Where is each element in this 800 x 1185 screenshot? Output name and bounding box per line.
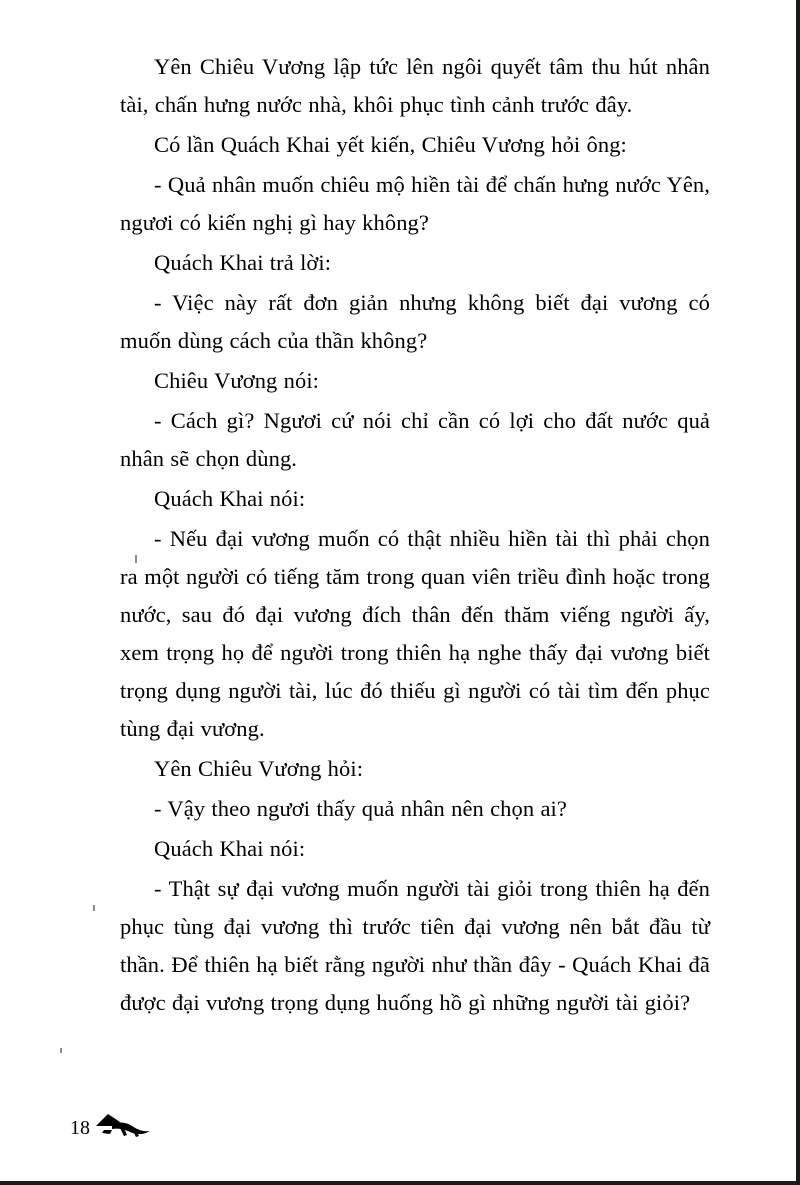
paragraph: - Cách gì? Ngươi cứ nói chỉ cần có lợi cho đất nước quả nhân sẽ chọn dùng.	[120, 408, 710, 471]
scan-speck	[60, 1048, 62, 1053]
page-footer	[70, 1105, 370, 1145]
page-edge-shadow	[0, 1181, 800, 1185]
page-edge-shadow	[796, 0, 800, 1185]
paragraph: - Việc này rất đơn giản nhưng không biết đại vương có muốn dùng cách của thần không?	[120, 290, 710, 353]
page-number: 18	[70, 1117, 90, 1139]
paragraph: Quách Khai trả lời:	[154, 250, 332, 275]
scan-speck	[93, 905, 95, 911]
paragraph: Chiêu Vương nói:	[154, 368, 320, 393]
paragraph: Yên Chiêu Vương lập tức lên ngôi quyết tâm thu hút nhân tài, chấn hưng nước nhà, khôi phục tình cảnh trước đây.	[120, 54, 710, 117]
body-text	[120, 48, 710, 1024]
paragraph: Yên Chiêu Vương hỏi:	[154, 756, 364, 781]
paragraph: Quách Khai nói:	[154, 836, 306, 861]
paragraph: - Nếu đại vương muốn có thật nhiều hiền tài thì phải chọn ra một người có tiếng tăm trong quan viên triều đình hoặc trong nước, sau đó đại vương đích thân đến thăm viếng người ấy, xem trọng họ để người trong thiên hạ nghe thấy đại vương biết trọng dụng người tài, lúc đó thiếu gì người có tài tìm đến phục tùng đại vương.	[120, 526, 710, 741]
paragraph: Có lần Quách Khai yết kiến, Chiêu Vương hỏi ông:	[154, 132, 627, 157]
paragraph: Quách Khai nói:	[154, 486, 306, 511]
paragraph: - Quả nhân muốn chiêu mộ hiền tài để chấn hưng nước Yên, ngươi có kiến nghị gì hay không?	[120, 172, 710, 235]
horse-rider-flourish-icon	[94, 1112, 152, 1138]
paragraph: - Vậy theo ngươi thấy quả nhân nên chọn ai?	[154, 796, 567, 821]
paragraph: - Thật sự đại vương muốn người tài giỏi trong thiên hạ đến phục tùng đại vương thì trước tiên đại vương nên bắt đầu từ thần. Để thiên hạ biết rằng người như thần đây - Quách Khai đã được đại vương trọng dụng huống hồ gì những người tài giỏi?	[120, 876, 710, 1015]
